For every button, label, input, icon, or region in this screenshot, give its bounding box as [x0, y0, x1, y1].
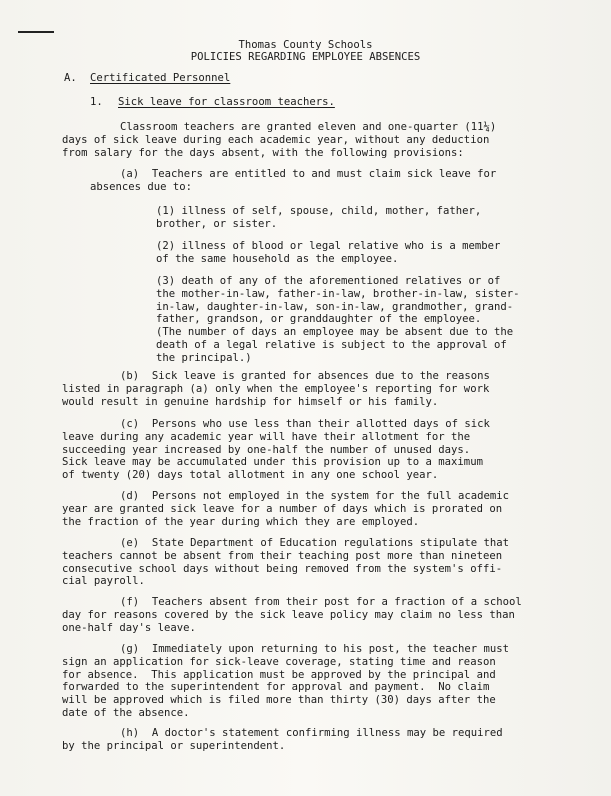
text-line: father, grandson, or granddaughter of the employee.	[156, 313, 482, 326]
text-line: date of the absence.	[62, 706, 190, 719]
text-line: (e) State Department of Education regulations stipulate that	[120, 537, 510, 549]
text-line: in-law, daughter-in-law, son-in-law, grandmother, grand-	[156, 300, 514, 313]
item-1	[156, 205, 481, 231]
paragraph-a	[90, 168, 496, 194]
section-title: Certificated Personnel	[90, 72, 231, 84]
text-line: of the same household as the employee.	[156, 252, 399, 265]
text-line: Sick leave may be accumulated under this provision up to a maximum	[62, 456, 483, 469]
district-name: Thomas County Schools	[238, 39, 373, 51]
text-line: days of sick leave during each academic year, without any deduction	[62, 133, 490, 146]
text-line: (h) A doctor's statement confirming illness may be required	[120, 727, 503, 739]
section-letter: A.	[64, 72, 77, 84]
text-line: (b) Sick leave is granted for absences due to the reasons	[120, 370, 490, 382]
text-line: the mother-in-law, father-in-law, brother-in-law, sister-	[156, 287, 520, 300]
corner-mark	[18, 31, 54, 33]
text-line: consecutive school days without being removed from the system's offi-	[62, 562, 503, 575]
text-line: one-half day's leave.	[62, 621, 196, 634]
text-line: listed in paragraph (a) only when the employee's reporting for work	[62, 382, 490, 395]
text-line: the fraction of the year during which they are employed.	[62, 515, 420, 528]
text-line: the principal.)	[156, 351, 252, 364]
paragraph-c	[62, 418, 490, 482]
text-line: (2) illness of blood or legal relative who is a member	[156, 240, 501, 252]
subsection-number: 1.	[90, 96, 103, 108]
text-line: of twenty (20) days total allotment in any one school year.	[62, 469, 439, 482]
item-2	[156, 240, 500, 266]
text-line: brother, or sister.	[156, 217, 278, 230]
text-line: (f) Teachers absent from their post for a fraction of a school	[120, 596, 522, 608]
text-line: death of a legal relative is subject to the approval of	[156, 338, 507, 351]
paragraph-h	[62, 727, 503, 753]
intro-paragraph	[62, 121, 496, 159]
text-line: (a) Teachers are entitled to and must claim sick leave for	[120, 168, 497, 180]
text-line: Classroom teachers are granted eleven and one-quarter (11¼)	[120, 121, 497, 133]
paragraph-b	[62, 370, 490, 408]
text-line: (g) Immediately upon returning to his post, the teacher must	[120, 643, 510, 655]
text-line: leave during any academic year will have their allotment for the	[62, 430, 471, 443]
item-3	[156, 275, 520, 365]
paragraph-g	[62, 643, 509, 720]
paragraph-d	[62, 490, 509, 528]
paragraph-f	[62, 596, 522, 634]
paragraph-e	[62, 537, 509, 588]
text-line: (d) Persons not employed in the system for the full academic	[120, 490, 510, 502]
text-line: (3) death of any of the aforementioned relatives or of	[156, 275, 501, 287]
text-line: by the principal or superintendent.	[62, 739, 286, 752]
text-line: (c) Persons who use less than their allotted days of sick	[120, 418, 490, 430]
text-line: succeeding year increased by one-half the number of unused days.	[62, 443, 471, 456]
text-line: (The number of days an employee may be absent due to the	[156, 326, 514, 339]
text-line: forwarded to the superintendent for approval and payment. No claim	[62, 681, 490, 694]
policy-title: POLICIES REGARDING EMPLOYEE ABSENCES	[190, 51, 421, 63]
subsection-title: Sick leave for classroom teachers.	[118, 96, 335, 108]
text-line: cial payroll.	[62, 575, 145, 588]
text-line: teachers cannot be absent from their teaching post more than nineteen	[62, 549, 503, 562]
text-line: for absence. This application must be approved by the principal and	[62, 668, 496, 681]
text-line: day for reasons covered by the sick leave policy may claim no less than	[62, 608, 515, 621]
text-line: (1) illness of self, spouse, child, mother, father,	[156, 205, 482, 217]
text-line: from salary for the days absent, with the following provisions:	[62, 146, 464, 159]
text-line: will be approved which is filed more than thirty (30) days after the	[62, 694, 496, 707]
text-line: absences due to:	[90, 180, 193, 193]
text-line: sign an application for sick-leave coverage, stating time and reason	[62, 655, 496, 668]
text-line: would result in genuine hardship for himself or his family.	[62, 395, 439, 408]
text-line: year are granted sick leave for a number of days which is prorated on	[62, 502, 503, 515]
